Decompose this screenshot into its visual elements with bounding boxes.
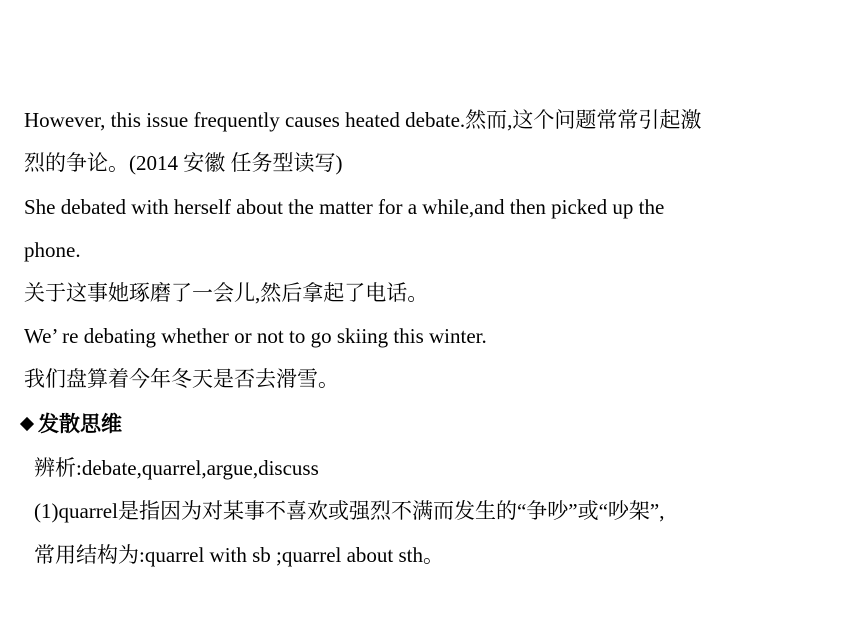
quarrel-definition: (1)quarrel是指因为对某事不喜欢或强烈不满而发生的“争吵”或“吵架”, <box>34 499 665 523</box>
example-sentence-2-en: She debated with herself about the matter for a while,and then picked up the <box>24 195 665 219</box>
example-sentence-1-en: However, this issue frequently causes heated debate.然而,这个问题常常引起激 <box>24 108 702 132</box>
diamond-bullet-icon <box>20 417 34 431</box>
example-sentence-1-zh: 烈的争论。(2014 安徽 任务型读写) <box>24 151 343 175</box>
section-heading <box>20 410 122 438</box>
quarrel-usage: 常用结构为:quarrel with sb ;quarrel about sth。 <box>34 543 445 567</box>
section-heading-label: 发散思维 <box>38 412 122 436</box>
example-sentence-2-zh: 关于这事她琢磨了一会儿,然后拿起了电话。 <box>24 281 429 305</box>
example-sentence-3-zh: 我们盘算着今年冬天是否去滑雪。 <box>24 367 339 391</box>
example-sentence-3-en: We’ re debating whether or not to go skiing this winter. <box>24 324 487 348</box>
example-sentence-2-en-cont: phone. <box>24 238 81 262</box>
discrimination-words: 辨析:debate,quarrel,argue,discuss <box>34 456 319 480</box>
